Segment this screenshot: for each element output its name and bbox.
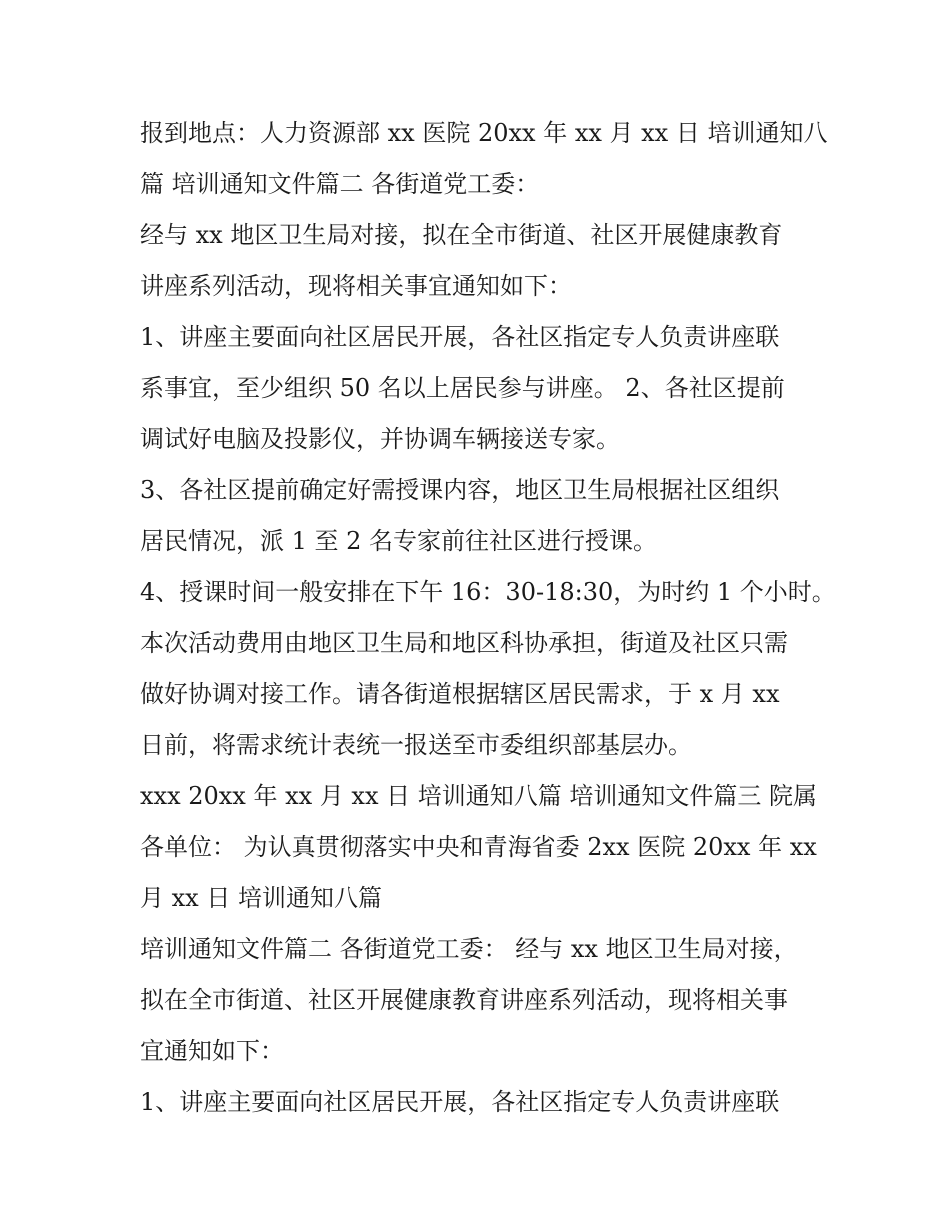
document-body: [140, 108, 840, 1128]
text-line: 拟在全市街道、社区开展健康教育讲座系列活动，现将相关事: [140, 986, 788, 1014]
text-line: 日前，将需求统计表统一报送至市委组织部基层办。: [140, 731, 692, 759]
text-line: 做好协调对接工作。请各街道根据辖区居民需求，于 x 月 xx: [140, 680, 780, 708]
text-line: 篇 培训通知文件篇二 各街道党工委：: [140, 170, 540, 198]
text-line: 宜通知如下：: [140, 1037, 284, 1065]
text-line: 调试好电脑及投影仪，并协调车辆接送专家。: [140, 425, 620, 453]
text-line: 1、讲座主要面向社区居民开展，各社区指定专人负责讲座联: [140, 323, 780, 351]
text-line: xxx 20xx 年 xx 月 xx 日 培训通知八篇 培训通知文件篇三 院属: [140, 782, 818, 810]
text-line: 月 xx 日 培训通知八篇: [140, 884, 382, 912]
text-line: 各单位： 为认真贯彻落实中央和青海省委 2xx 医院 20xx 年 xx: [140, 833, 817, 861]
text-line: 本次活动费用由地区卫生局和地区科协承担，街道及社区只需: [140, 629, 788, 657]
text-line: 居民情况，派 1 至 2 名专家前往社区进行授课。: [140, 527, 658, 555]
text-line: 系事宜，至少组织 50 名以上居民参与讲座。 2、各社区提前: [140, 374, 785, 402]
text-line: 3、各社区提前确定好需授课内容，地区卫生局根据社区组织: [140, 476, 780, 504]
text-line: 4、授课时间一般安排在下午 16：30-18:30，为时约 1 个小时。: [140, 578, 836, 606]
text-line: 经与 xx 地区卫生局对接，拟在全市街道、社区开展健康教育: [140, 221, 783, 249]
text-line: 讲座系列活动，现将相关事宜通知如下：: [140, 272, 572, 300]
text-line: 报到地点：人力资源部 xx 医院 20xx 年 xx 月 xx 日 培训通知八: [140, 119, 828, 147]
text-line: 1、讲座主要面向社区居民开展，各社区指定专人负责讲座联: [140, 1088, 780, 1116]
text-line: 培训通知文件篇二 各街道党工委： 经与 xx 地区卫生局对接，: [140, 935, 798, 963]
